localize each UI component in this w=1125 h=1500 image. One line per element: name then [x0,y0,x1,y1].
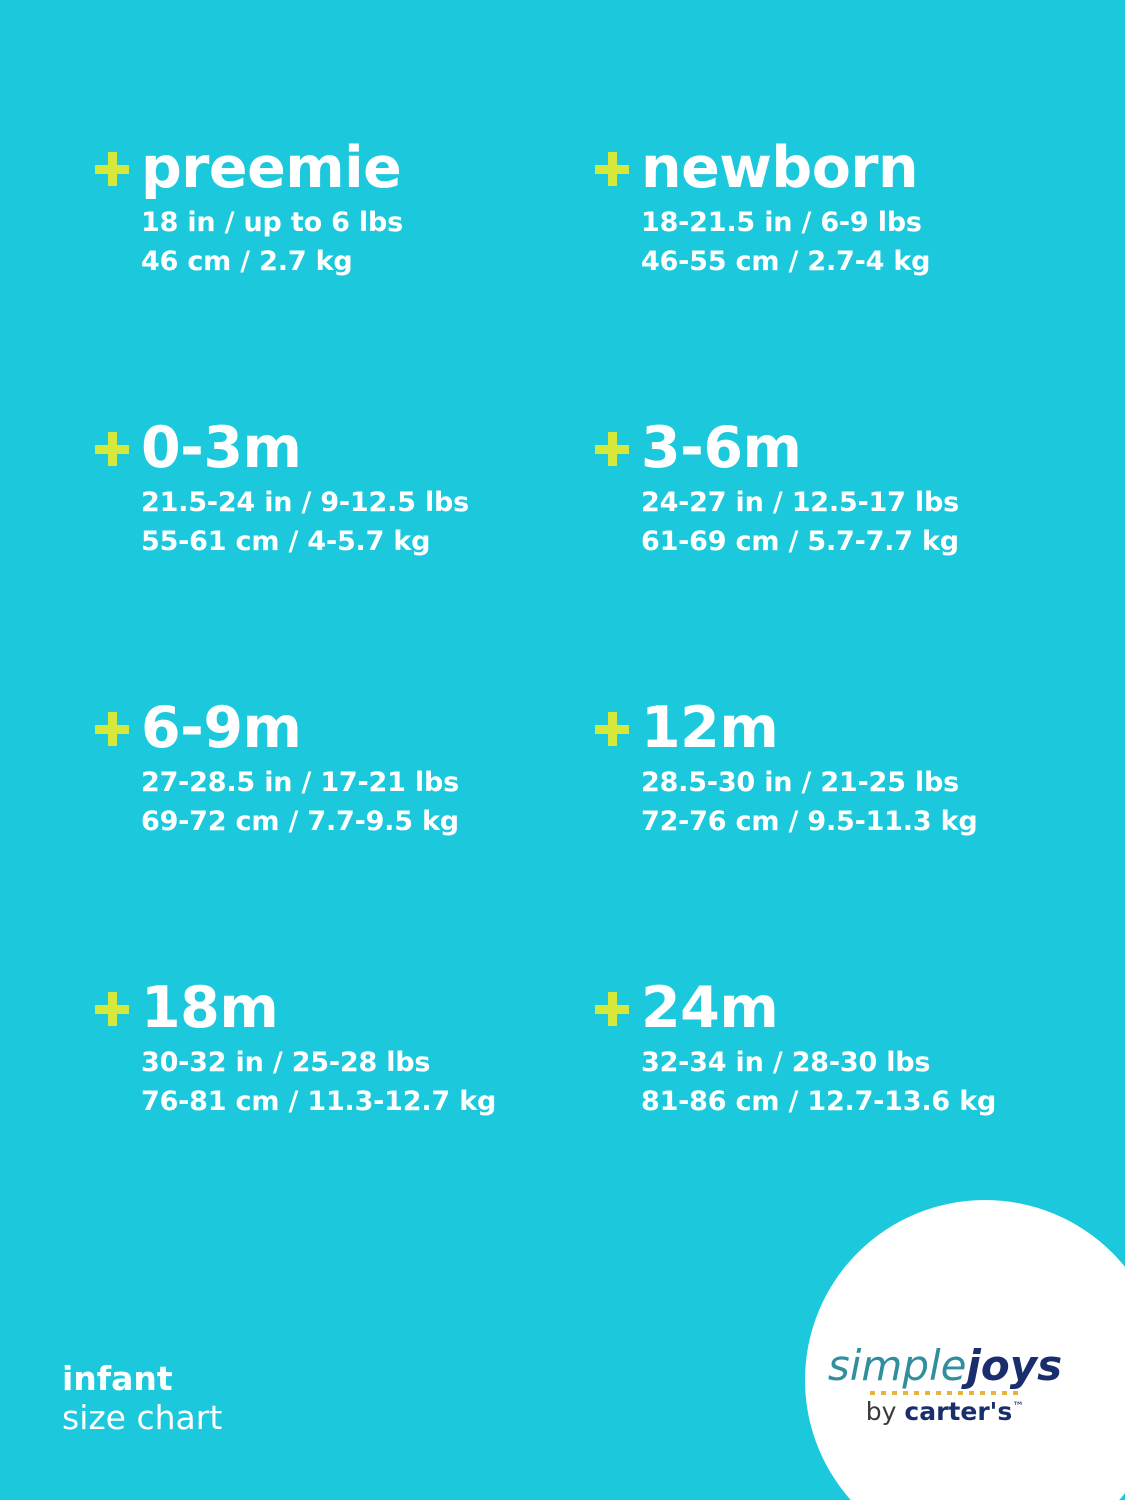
size-heading [595,415,1065,481]
logo-by-text: by [865,1396,905,1426]
size-heading [95,695,565,761]
plus-icon [595,432,629,466]
plus-icon [595,712,629,746]
logo-byline [820,1398,1070,1426]
size-label: 0-3m [141,415,302,481]
size-measurement-metric: 61-69 cm / 5.7-7.7 kg [641,526,959,558]
size-label: 6-9m [141,695,302,761]
size-label: 12m [641,695,779,761]
logo-word-joys: joys [966,1340,1063,1390]
brand-logo [820,1340,1070,1426]
plus-icon [95,432,129,466]
size-heading [95,975,565,1041]
size-measurement-metric: 46-55 cm / 2.7-4 kg [641,246,931,278]
size-measurement-metric: 46 cm / 2.7 kg [141,246,353,278]
size-label: 3-6m [641,415,802,481]
plus-icon [95,992,129,1026]
size-measurement-imperial: 28.5-30 in / 21-25 lbs [641,767,959,798]
size-cell-6-9m [95,695,565,980]
size-measurement-metric: 81-86 cm / 12.7-13.6 kg [641,1086,997,1118]
logo-word-simple: simple [827,1340,967,1390]
size-cell-18m [95,975,565,1260]
size-heading [595,975,1065,1041]
size-measurement-metric: 76-81 cm / 11.3-12.7 kg [141,1086,497,1118]
size-heading [595,135,1065,201]
size-heading [595,695,1065,761]
size-heading [95,135,565,201]
plus-icon [595,992,629,1026]
size-measurement-imperial: 18-21.5 in / 6-9 lbs [641,207,922,238]
size-cell-preemie [95,135,565,420]
logo-wordmark [820,1340,1070,1390]
chart-title-primary: infant [62,1358,173,1398]
size-measurement-imperial: 32-34 in / 28-30 lbs [641,1047,931,1078]
size-measurement-imperial: 24-27 in / 12.5-17 lbs [641,487,959,518]
size-measurement-imperial: 30-32 in / 25-28 lbs [141,1047,431,1078]
size-measurement-imperial: 27-28.5 in / 17-21 lbs [141,767,459,798]
size-measurement-metric: 72-76 cm / 9.5-11.3 kg [641,806,978,838]
chart-title [62,1359,222,1438]
plus-icon [95,712,129,746]
chart-title-secondary: size chart [62,1398,223,1438]
plus-icon [95,152,129,186]
size-measurement-imperial: 21.5-24 in / 9-12.5 lbs [141,487,469,518]
logo-brand-carters: carter's [904,1396,1013,1426]
trademark-icon: ™ [1012,1399,1025,1414]
size-label: preemie [141,135,402,201]
size-heading [95,415,565,481]
plus-icon [595,152,629,186]
size-cell-0-3m [95,415,565,700]
size-cell-3-6m [595,415,1065,700]
size-label: newborn [641,135,919,201]
size-label: 24m [641,975,779,1041]
size-cell-newborn [595,135,1065,420]
logo-dotted-divider [870,1391,1020,1395]
size-label: 18m [141,975,279,1041]
size-cell-12m [595,695,1065,980]
size-measurement-metric: 69-72 cm / 7.7-9.5 kg [141,806,459,838]
size-measurement-imperial: 18 in / up to 6 lbs [141,207,403,238]
size-measurement-metric: 55-61 cm / 4-5.7 kg [141,526,431,558]
